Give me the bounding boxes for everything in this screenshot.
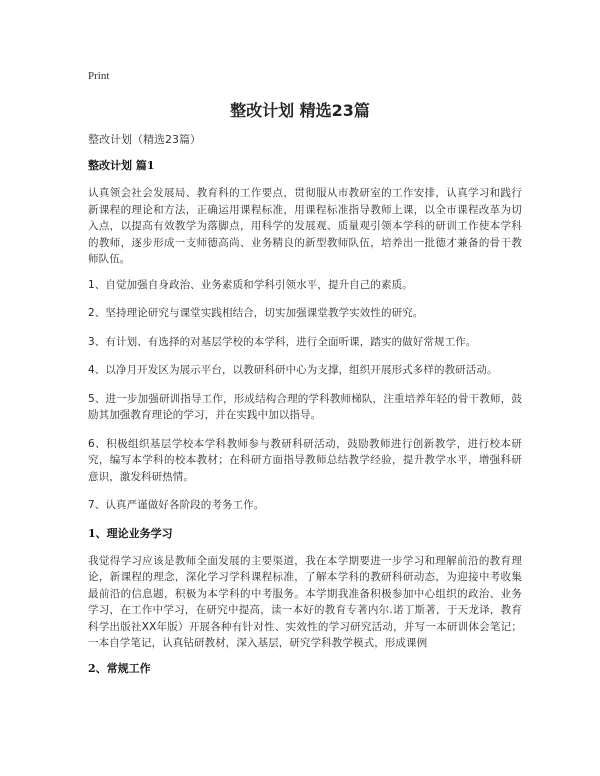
- list-item: 2、坚持理论研究与课堂实践相结合，切实加强课堂教学实效性的研究。: [88, 307, 424, 319]
- paragraph: 认真领会社会发展局、教育科的工作要点，贯彻服从市教研室的工作安排，认真学习和践行新课程的理论和方法，正确运用课程标准，用课程标准指导教师上课，以全市课程改革为切入点，以提高有效教学为落脚点，用科学的发展观、质量观引领本学科的研训工作使本学科的教师，逐步形成一支师德高尚、业务精良的新型教师队伍，培养出一批德才兼备的骨干教师队伍。: [88, 187, 522, 265]
- print-label[interactable]: Print: [88, 70, 110, 82]
- page-title: 整改计划 精选23篇: [230, 101, 370, 120]
- list-item: 7、认真严谨做好各阶段的考务工作。: [88, 499, 265, 511]
- section-heading: 2、常规工作: [88, 661, 151, 675]
- list-item: 6、积极组织基层学校本学科教师参与教研科研活动，鼓励教师进行创新教学，进行校本研究，编写本学科的校本教材；在科研方面指导教师总结教学经验，提升教学水平，增强科研意识，激发科研热情。: [88, 437, 522, 483]
- list-item: 5、进一步加强研训指导工作，形成结构合理的学科教师梯队，注重培养年轻的骨干教师，鼓励其加强教育理论的学习，并在实践中加以指导。: [88, 392, 522, 421]
- list-item: 1、自觉加强自身政治、业务素质和学科引领水平，提升自己的素质。: [88, 278, 413, 291]
- list-item: 4、以净月开发区为展示平台，以教研科研中心为支撑，组织开展形式多样的教研活动。: [88, 364, 498, 376]
- paragraph: 我觉得学习应该是教师全面发展的主要渠道，我在本学期要进一步学习和理解前沿的教育理论，新课程的理念，深化学习学科课程标准，了解本学科的教研科研动态，为迎接中考收集最前沿的信息题，积极为本学科的中考服务。本学期我准备积极参加中心组织的政治、业务学习，在工作中学习，在研究中提高，读一本好的教育专著内尔.诺丁斯著，于天龙译，教育科学出版社XX年版）开展各种有针对性、实效性的学习研究活动，并写一本研训体会笔记；一本自学笔记，认真钻研教材，深入基层，研究学科教学模式，形成课例: [88, 554, 522, 649]
- document-body: [88, 158, 522, 688]
- document-subtitle: 整改计划（精选23篇）: [88, 133, 201, 146]
- section-heading: 1、理论业务学习: [88, 526, 173, 540]
- section-heading: 整改计划 篇1: [88, 159, 155, 172]
- list-item: 3、有计划、有选择的对基层学校的本学科，进行全面听课，踏实的做好常规工作。: [88, 335, 477, 348]
